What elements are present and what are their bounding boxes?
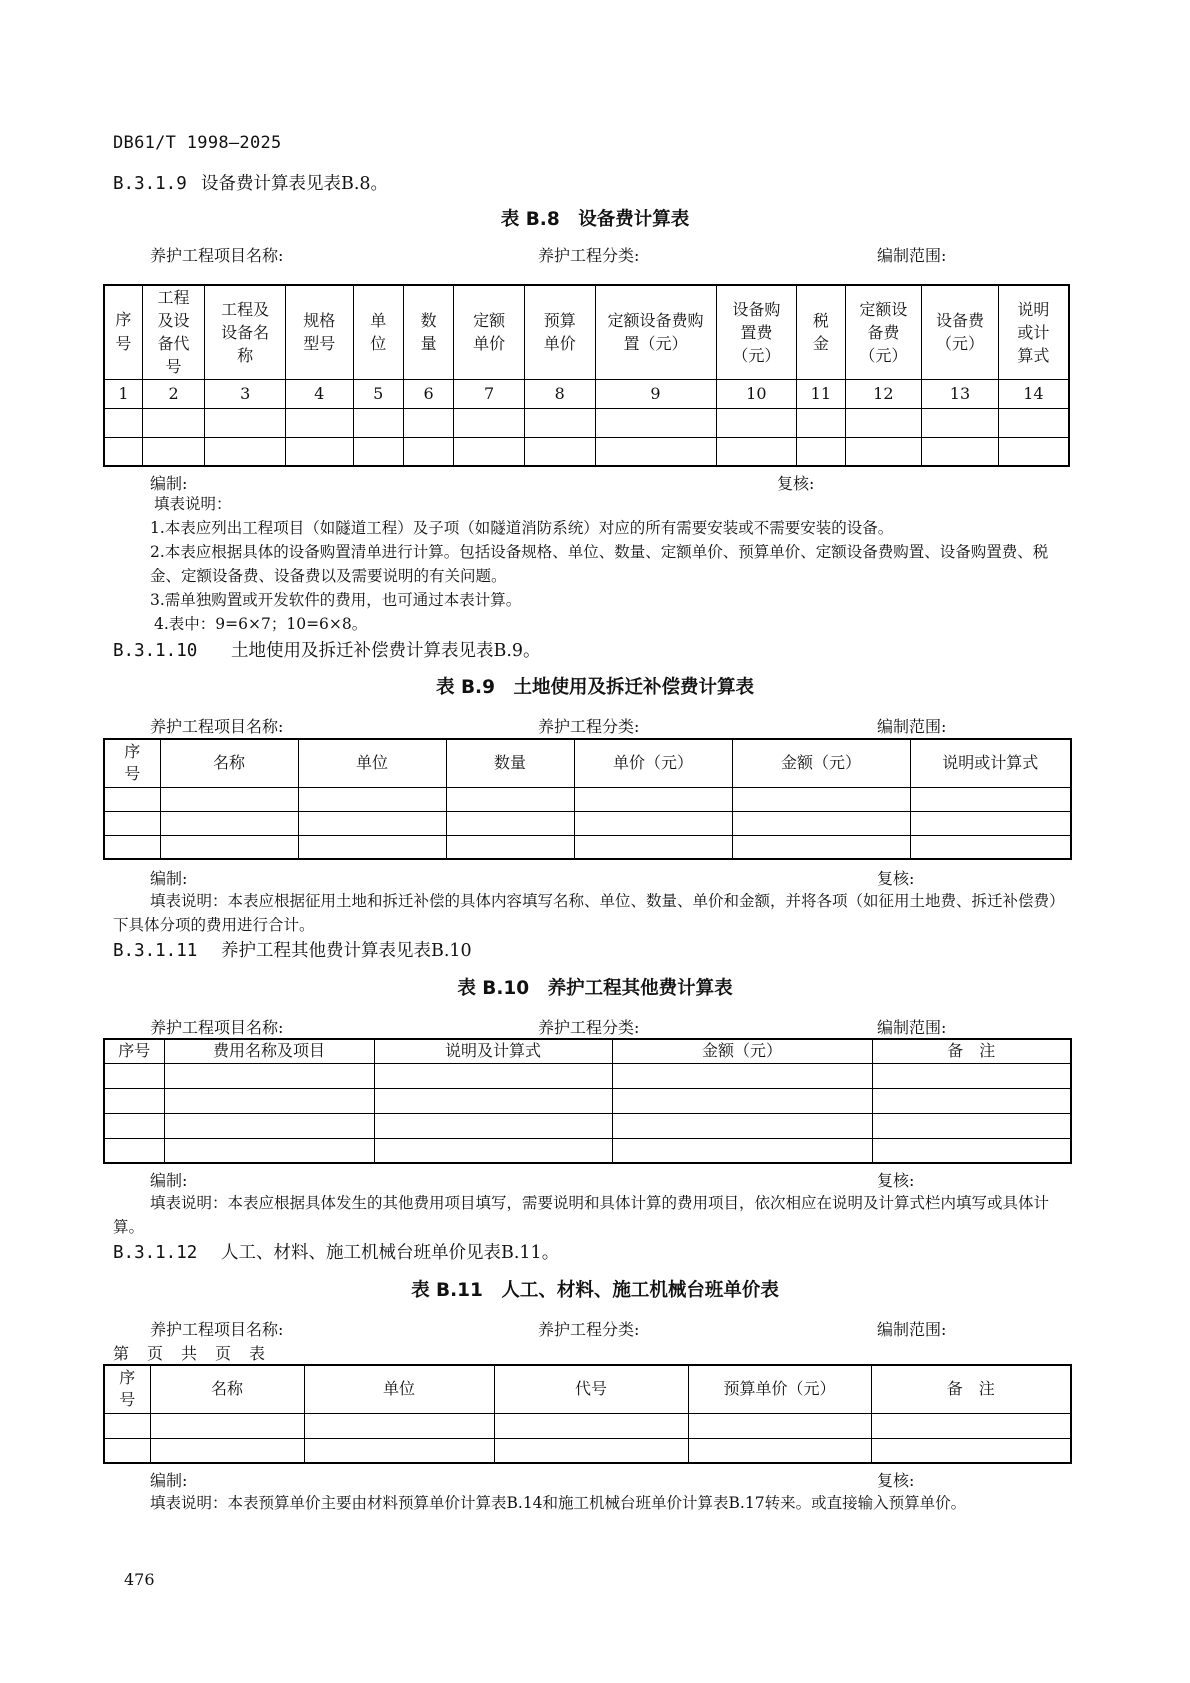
section-number: B.3.1.10 [113, 641, 198, 661]
compiler-label: 编制: [150, 869, 188, 888]
compiler-label: 编制: [150, 1171, 188, 1190]
project-name-label: 养护工程项目名称: [150, 246, 284, 265]
category-label: 养护工程分类: [538, 246, 640, 265]
header-cell: 序号 [104, 739, 160, 787]
section-text: 人工、材料、施工机械台班单价见表B.11。 [221, 1243, 560, 1263]
table-b9-note: 填表说明：本表应根据征用土地和拆迁补偿的具体内容填写名称、单位、数量、单价和金额，并将各项（如征用土地费、拆迁补偿费）下具体分项的费用进行合计。 [113, 892, 1057, 934]
table-b11 [103, 1364, 1072, 1464]
header-cell: 税金 [797, 285, 845, 379]
scope-label: 编制范围: [877, 246, 947, 265]
header-cell: 说明或计算式 [910, 739, 1071, 787]
table-row [104, 437, 1069, 466]
section-b3112 [113, 1239, 559, 1264]
header-cell: 预算单价 [524, 285, 595, 379]
scope-label: 编制范围: [877, 1018, 947, 1037]
header-cell: 数量 [403, 285, 453, 379]
project-name-label: 养护工程项目名称: [150, 1018, 284, 1037]
table-row [104, 408, 1069, 437]
column-number-cell: 2 [142, 379, 205, 408]
header-cell: 规格型号 [285, 285, 353, 379]
reviewer-label: 复核: [877, 1471, 915, 1490]
header-cell: 备 注 [872, 1039, 1071, 1063]
header-cell: 工程及设备代号 [142, 285, 205, 379]
section-text: 养护工程其他费计算表见表B.10 [221, 941, 472, 961]
table-b10-title: 表 B.10 养护工程其他费计算表 [457, 978, 733, 999]
category-label: 养护工程分类: [538, 1320, 640, 1339]
header-cell: 单位 [298, 739, 446, 787]
header-cell: 预算单价（元） [688, 1365, 871, 1413]
table-row [104, 1138, 1071, 1163]
header-cell: 名称 [160, 739, 298, 787]
note-line: 4.表中：9=6×7；10=6×8。 [154, 615, 368, 633]
compiler-label: 编制: [150, 1471, 188, 1490]
table-b8 [103, 284, 1070, 467]
project-name-label: 养护工程项目名称: [150, 1320, 284, 1339]
column-number-cell: 1 [104, 379, 142, 408]
scope-label: 编制范围: [877, 1320, 947, 1339]
header-cell: 单位 [304, 1365, 494, 1413]
table-b9 [103, 738, 1072, 860]
note-line: 2.本表应根据具体的设备购置清单进行计算。包括设备规格、单位、数量、定额单价、预算单价、定额设备费购置、设备购置费、税金、定额设备费、设备费以及需要说明的有关问题。 [150, 543, 1049, 585]
column-number-cell: 11 [797, 379, 845, 408]
column-number-cell: 3 [205, 379, 286, 408]
column-number-cell: 8 [524, 379, 595, 408]
section-number: B.3.1.11 [113, 941, 198, 961]
column-number-cell: 5 [353, 379, 403, 408]
header-cell: 序号 [104, 285, 142, 379]
header-cell: 工程及设备名称 [205, 285, 286, 379]
scope-label: 编制范围: [877, 717, 947, 736]
standard-code: DB61/T 1998—2025 [113, 133, 282, 153]
header-cell: 说明或计算式 [998, 285, 1069, 379]
table-b9-title: 表 B.9 土地使用及拆迁补偿费计算表 [436, 677, 754, 698]
header-cell: 定额设备费（元） [845, 285, 922, 379]
reviewer-label: 复核: [777, 474, 815, 493]
reviewer-label: 复核: [877, 1171, 915, 1190]
table-b8-notes [150, 492, 1055, 636]
column-number-cell: 14 [998, 379, 1069, 408]
header-cell: 设备购置费（元） [716, 285, 797, 379]
column-number-cell: 7 [454, 379, 525, 408]
column-number-cell: 4 [285, 379, 353, 408]
table-row [104, 1063, 1071, 1088]
page-number: 476 [124, 1570, 155, 1589]
table-row [104, 787, 1071, 811]
table-b11-note: 填表说明：本表预算单价主要由材料预算单价计算表B.14和施工机械台班单价计算表B.17转来。或直接输入预算单价。 [150, 1494, 967, 1512]
table-b10-note: 填表说明：本表应根据具体发生的其他费用项目填写，需要说明和具体计算的费用项目，依次相应在说明及计算式栏内填写或具体计算。 [113, 1194, 1050, 1236]
section-number: B.3.1.9 [113, 174, 187, 194]
header-cell: 定额单价 [454, 285, 525, 379]
header-cell: 费用名称及项目 [164, 1039, 374, 1063]
table-b8-title: 表 B.8 设备费计算表 [500, 209, 690, 230]
header-cell: 定额设备费购置（元） [595, 285, 716, 379]
header-cell: 代号 [494, 1365, 688, 1413]
section-b319 [113, 170, 388, 195]
table-b11-title: 表 B.11 人工、材料、施工机械台班单价表 [411, 1280, 779, 1301]
header-cell: 说明及计算式 [374, 1039, 612, 1063]
section-number: B.3.1.12 [113, 1243, 198, 1263]
column-number-cell: 6 [403, 379, 453, 408]
table-row [104, 1088, 1071, 1113]
category-label: 养护工程分类: [538, 717, 640, 736]
compiler-label: 编制: [150, 474, 188, 493]
column-number-cell: 13 [922, 379, 999, 408]
header-cell: 单价（元） [574, 739, 732, 787]
header-cell: 备 注 [871, 1365, 1071, 1413]
header-cell: 数量 [446, 739, 574, 787]
note-line: 3.需单独购置或开发软件的费用，也可通过本表计算。 [150, 591, 522, 609]
column-number-cell: 9 [595, 379, 716, 408]
header-cell: 名称 [150, 1365, 304, 1413]
note-line: 填表说明： [154, 495, 232, 513]
header-cell: 金额（元） [612, 1039, 872, 1063]
section-text: 土地使用及拆迁补偿费计算表见表B.9。 [231, 641, 541, 661]
table-row [104, 1438, 1071, 1463]
table-row [104, 1413, 1071, 1438]
table-row [104, 1113, 1071, 1138]
table-row [104, 835, 1071, 859]
header-cell: 序号 [104, 1365, 150, 1413]
reviewer-label: 复核: [877, 869, 915, 888]
section-text: 设备费计算表见表B.8。 [201, 174, 389, 194]
column-number-cell: 12 [845, 379, 922, 408]
project-name-label: 养护工程项目名称: [150, 717, 284, 736]
header-cell: 金额（元） [732, 739, 910, 787]
header-cell: 单位 [353, 285, 403, 379]
page-info-label: 第 页 共 页 表 [113, 1344, 267, 1363]
table-b10 [103, 1038, 1072, 1164]
note-line: 1.本表应列出工程项目（如隧道工程）及子项（如隧道消防系统）对应的所有需要安装或不需要安装的设备。 [150, 519, 894, 537]
category-label: 养护工程分类: [538, 1018, 640, 1037]
column-number-cell: 10 [716, 379, 797, 408]
section-b3110 [113, 637, 541, 662]
table-row [104, 811, 1071, 835]
header-cell: 设备费（元） [922, 285, 999, 379]
section-b3111 [113, 937, 472, 962]
header-cell: 序号 [104, 1039, 164, 1063]
